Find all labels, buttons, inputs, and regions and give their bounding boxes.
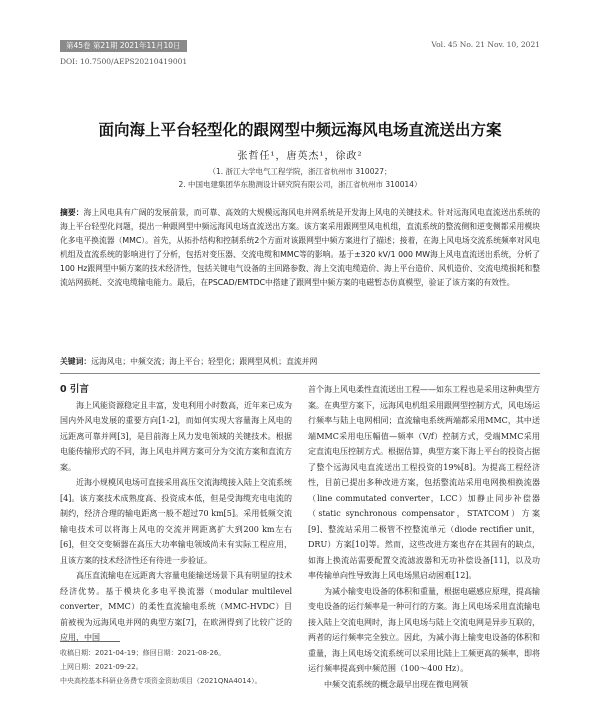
abstract [60, 206, 540, 290]
footnotes [60, 646, 292, 688]
journal-issue-tag: 第45卷 第21期 2021年11月10日 [60, 40, 187, 52]
keywords [60, 356, 540, 367]
footnote-funding: 中央高校基本科研业务费专项资金资助项目（2021QNA4014）。 [60, 677, 262, 685]
author-list: 张哲任¹，唐英杰¹，徐政² [237, 151, 363, 162]
right-paragraph-3: 中频交流系统的概念最早出现在微电网领 [324, 679, 468, 689]
left-paragraph-3: 高压直流输电在远距离大容量电能输送场景下具有明显的技术经济优势。基于模块化多电平换流器（modular multilevel converter，MMC）的柔性直流输电系统（MMC-HVDC）目前被视为远海风电并网的典型方案[7]，在欧洲得到了比较广泛的应用，中国 [60, 571, 292, 642]
section-heading-introduction: 0 引言 [60, 384, 89, 395]
paper-title: 面向海上平台轻型化的跟网型中频远海风电场直流送出方案 [98, 121, 502, 139]
abstract-label: 摘要： [60, 208, 84, 217]
section-divider [60, 373, 540, 374]
footnote-online: 上网日期：2021-09-22。 [60, 663, 143, 671]
right-paragraph-1: 首个海上风电柔性直流送出工程——如东工程也是采用这种典型方案。在典型方案下，远海风电机组采用跟网型控制方式，风电场运行频率与陆上电网相同；直流输电系统两端都采用MMC，其中送端MMC采用电压幅值—频率（V/f）控制方式，受端MMC采用定直流电压控制方式。根据估算，典型方案下海上平台的投资占据了整个远海风电直流送出工程投资的19%[8]。为提高工程经济性，目前已提出多种改进方案，包括整流站采用电网换相换流器（line commutated converter，LCC）加静止同步补偿器（static synchronous compensator，STATCOM）方案[9]、整流站采用二极管不控整流单元（diode rectifier unit，DRU）方案[10]等。然而，这些改进方案也存在其固有的缺点，如海上换流站需要配置交流滤波器和无功补偿设备[11]，以及功率传输单向性导致海上风电场黑启动困难[12]。 [308, 385, 540, 580]
footnote-rule [60, 641, 120, 642]
left-column [60, 382, 292, 646]
left-paragraph-2: 近海小规模风电场可直接采用高压交流海缆接入陆上交流系统[4]。该方案技术成熟度高、投资成本低，但是受海缆充电电流的制约，经济合理的输电距离一般不超过70 km[5]。采用低频交流输电技术可以将海上风电的交流并网距离扩大到200 km左右[6]，但交交变频器在高压大功率输电领域尚未有实际工程应用，且该方案的技术经济性还有待进一步验证。 [60, 478, 292, 565]
left-paragraph-1: 海上风能资源稳定且丰富，发电利用小时数高，近年来已成为国内外风电发展的重要方向[1-2]，而如何实现大容量海上风电的远距离可靠并网[3]，是目前海上风力发电领域的关键技术。根据电能传输形式的不同，海上风电并网方案可分为交流方案和直流方案。 [60, 400, 292, 472]
volume-info: Vol. 45 No. 21 Nov. 10, 2021 [431, 40, 540, 49]
affiliation-1: （1. 浙江大学电气工程学院，浙江省杭州市 310027； [208, 167, 392, 176]
footnote-received: 收稿日期：2021-04-19；修回日期：2021-08-26。 [60, 649, 226, 657]
abstract-text: 海上风电具有广阔的发展前景，而可靠、高效的大规模远海风电并网系统是开发海上风电的关键技术。针对远海风电直流送出系统的海上平台轻型化问题，提出一种跟网型中频远海风电场直流送出方案。该方案采用跟网型风电机组，直流系统的整流侧和逆变侧都采用模块化多电平换流器（MMC）。首先，从拓扑结构和控制系统2个方面对该跟网型中频方案进行了描述；接着，在海上风电场交流系统频率对风电机组及直流系统的影响进行了分析，包括对变压器、交流电缆和MMC等的影响。基于±320 kV/1 000 MW海上风电直流送出系统，分析了100 Hz跟网型中频方案的技术经济性，包括关键电气设备的主回路参数、海上交流电缆造价、海上平台造价、风机造价、交流电缆损耗和整流站网损耗、交流电缆输电能力。最后，在PSCAD/EMTDC中搭建了跟网型中频方案的电磁暂态仿真模型，验证了该方案的有效性。 [60, 208, 541, 287]
affiliation-2: 2. 中国电建集团华东勘测设计研究院有限公司，浙江省杭州市 310014） [178, 180, 422, 189]
right-paragraph-2: 为减小输变电设备的体积和重量，根据电磁感应原理，提高输变电设备的运行频率是一种可行的方案。海上风电场采用直流输电接入陆上交流电网时，海上风电场与陆上交流电网是异步互联的，两者的运行频率完全独立。因此，为减小海上输变电设备的体积和重量，海上风电场交流系统可以采用比陆上工频更高的频率，即将运行频率提高到中频范围（100～400 Hz）。 [308, 586, 540, 673]
keywords-label: 关键词： [60, 357, 92, 366]
doi[interactable]: DOI: 10.7500/AEPS20210419001 [60, 57, 188, 66]
right-column [308, 382, 540, 692]
keywords-text: 远海风电；中频交流；海上平台；轻型化；跟网型风机；直流并网 [91, 357, 318, 366]
